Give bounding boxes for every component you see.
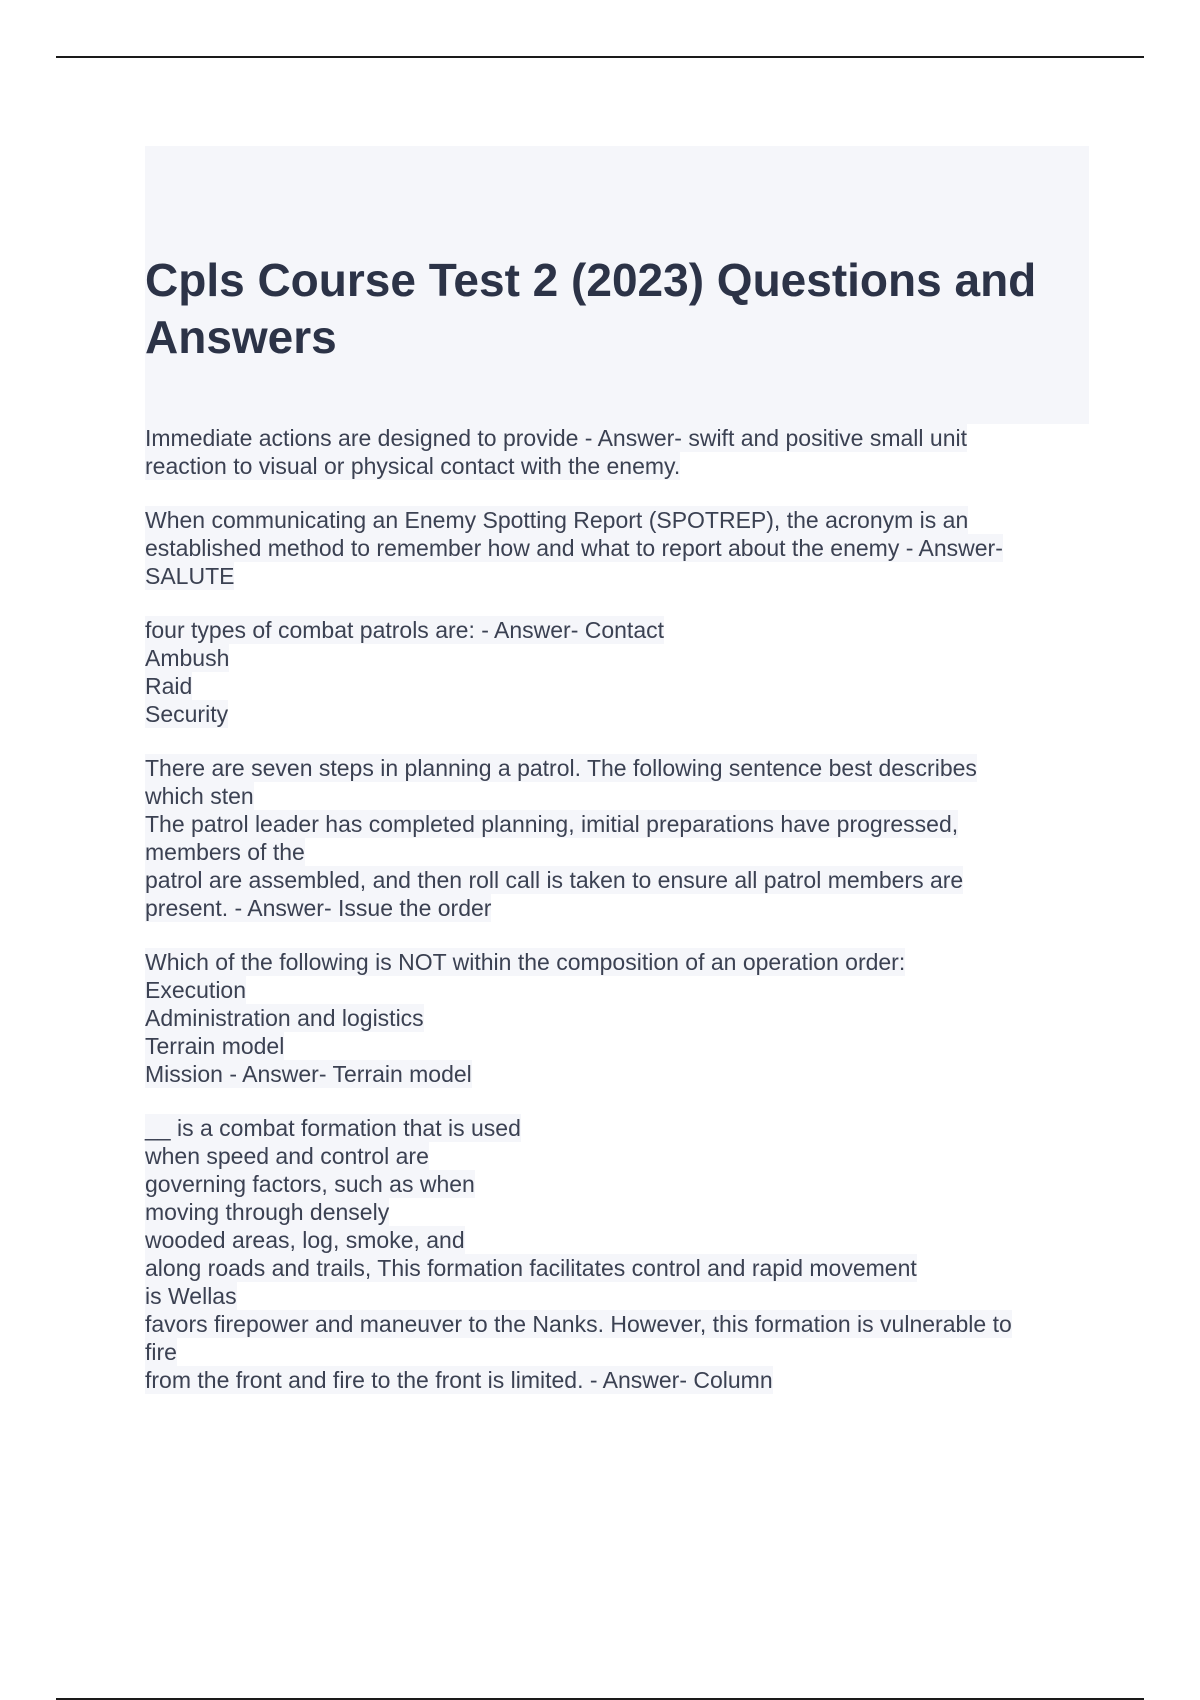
qa-list [145, 424, 1085, 1420]
qa-line: patrol are assembled, and then roll call is taken to ensure all patrol members are [145, 867, 964, 893]
qa-line: is Wellas [145, 1283, 237, 1309]
qa-line: The patrol leader has completed planning, imitial preparations have progressed, [145, 811, 959, 837]
qa-line: Immediate actions are designed to provide - Answer- swift and positive small unit [145, 425, 968, 451]
qa-line: Terrain model [145, 1033, 285, 1059]
qa-line: When communicating an Enemy Spotting Report (SPOTREP), the acronym is an [145, 507, 969, 533]
qa-line: reaction to visual or physical contact with the enemy. [145, 453, 681, 479]
qa-item-4 [145, 754, 1085, 922]
qa-line: Administration and logistics [145, 1005, 424, 1031]
qa-item-5 [145, 948, 1085, 1088]
qa-line: __ is a combat formation that is used [145, 1115, 521, 1141]
qa-item-3 [145, 616, 1085, 728]
qa-line: favors firepower and maneuver to the Nanks. However, this formation is vulnerable to [145, 1311, 1012, 1337]
document-title: Cpls Course Test 2 (2023) Questions and Answers [145, 254, 1037, 363]
qa-line: which sten [145, 783, 254, 809]
qa-line: Which of the following is NOT within the composition of an operation order: [145, 949, 906, 975]
qa-line: from the front and fire to the front is limited. - Answer- Column [145, 1367, 773, 1393]
qa-item-1 [145, 424, 1085, 480]
qa-line: governing factors, such as when [145, 1171, 475, 1197]
qa-line: There are seven steps in planning a patrol. The following sentence best describes [145, 755, 977, 781]
qa-line: established method to remember how and what to report about the enemy - Answer- [145, 535, 1003, 561]
qa-line: present. - Answer- Issue the order [145, 895, 492, 921]
qa-line: wooded areas, log, smoke, and [145, 1227, 465, 1253]
qa-line: Mission - Answer- Terrain model [145, 1061, 472, 1087]
qa-line: four types of combat patrols are: - Answer- Contact [145, 617, 665, 643]
qa-line: Security [145, 701, 229, 727]
qa-line: Raid [145, 673, 193, 699]
qa-item-6 [145, 1114, 1085, 1394]
qa-line: SALUTE [145, 563, 235, 589]
qa-line: Execution [145, 977, 247, 1003]
qa-line: along roads and trails, This formation facilitates control and rapid movement [145, 1255, 917, 1281]
top-divider [56, 56, 1144, 58]
qa-line: fire [145, 1339, 177, 1365]
qa-line: moving through densely [145, 1199, 390, 1225]
qa-item-2 [145, 506, 1085, 590]
qa-line: members of the [145, 839, 305, 865]
qa-line: Ambush [145, 645, 230, 671]
qa-line: when speed and control are [145, 1143, 429, 1169]
